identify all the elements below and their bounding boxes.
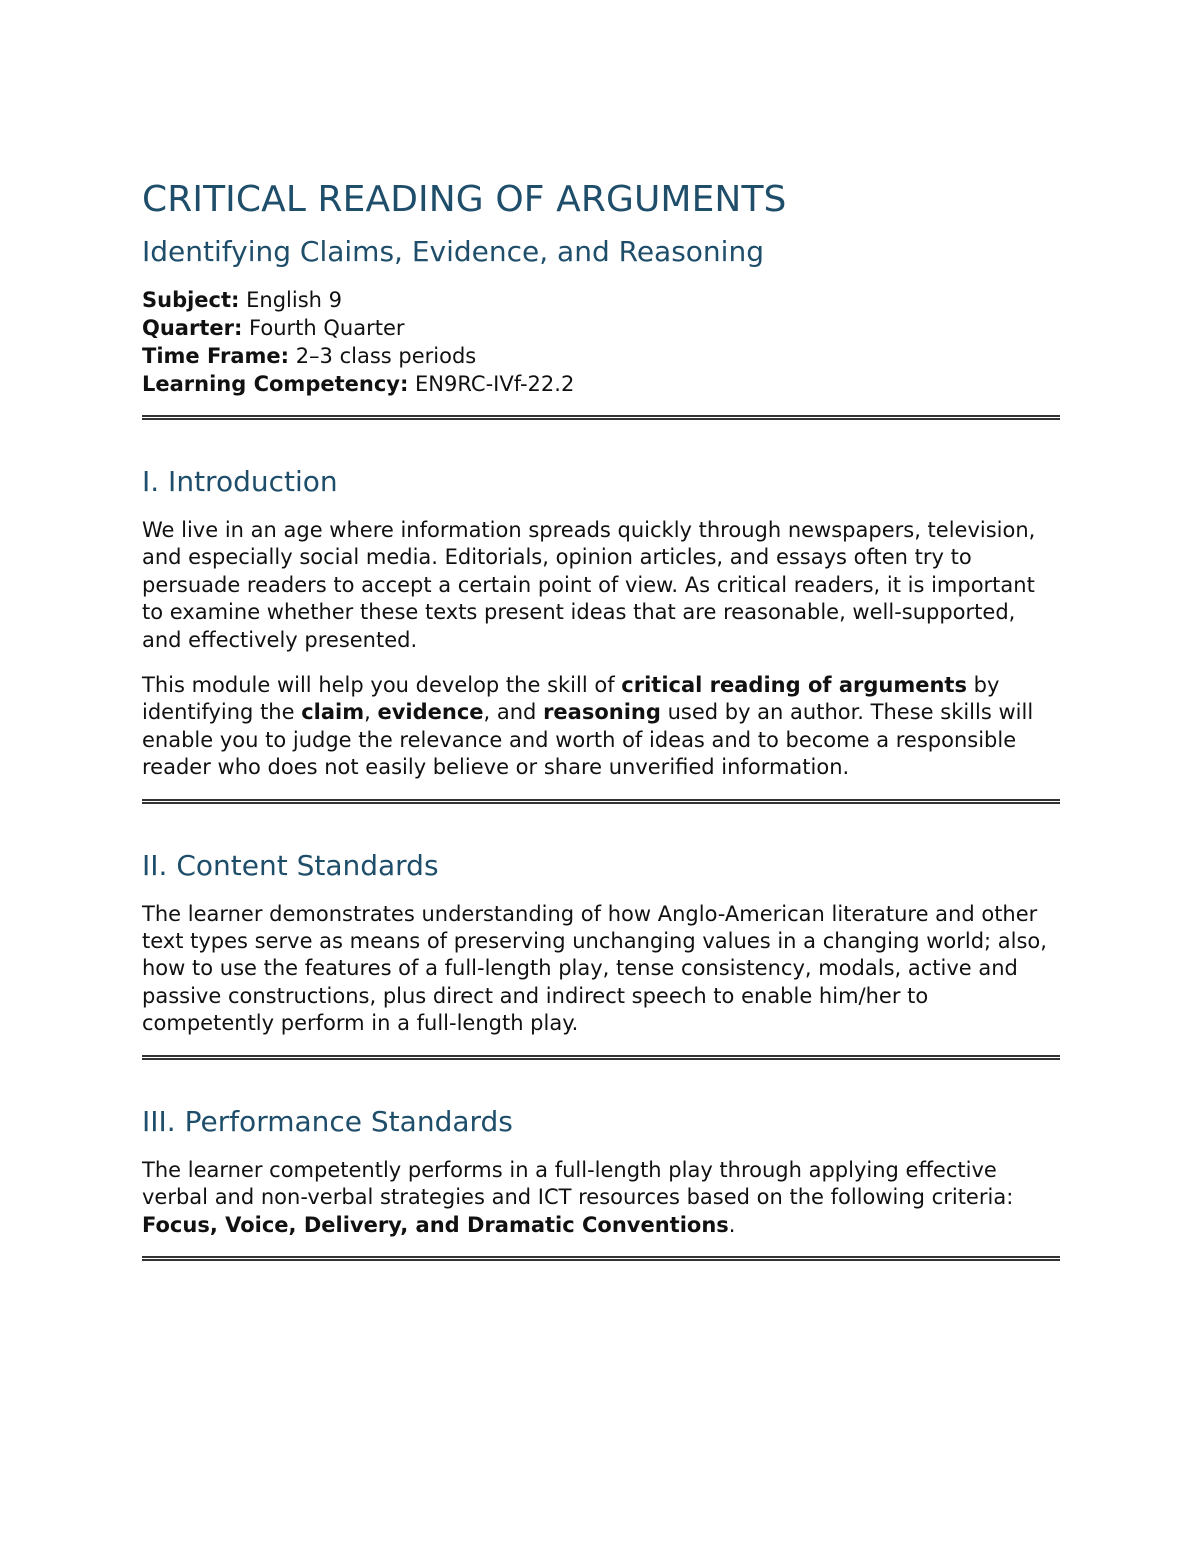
meta-value: EN9RC-IVf-22.2 <box>408 372 575 396</box>
meta-value: 2–3 class periods <box>289 344 477 368</box>
performance-standards-paragraph <box>142 1157 1060 1239</box>
text-run: used by an author. These skills will enable you to judge the relevance and worth of ideas and to become a responsible reader who does not easily believe or share unverified information. <box>142 700 1034 780</box>
meta-subject <box>142 286 1060 314</box>
section-divider <box>142 415 1060 420</box>
document-page <box>142 178 1060 1261</box>
bold-term: Focus, Voice, Delivery, and Dramatic Conventions <box>142 1212 729 1237</box>
section-divider <box>142 799 1060 804</box>
section-divider <box>142 1055 1060 1060</box>
bold-term: critical reading of arguments <box>621 673 967 698</box>
bold-term: reasoning <box>543 700 661 725</box>
bold-term: evidence <box>377 700 484 725</box>
content-standards-paragraph: The learner demonstrates understanding of how Anglo-American literature and other text types serve as means of preserving unchanging values in a changing world; also, how to use the features of a full-length play, tense consistency, modals, active and passive constructions, plus direct and indirect speech to enable him/her to competently perform in a full-length play. <box>142 901 1047 1036</box>
section-divider <box>142 1256 1060 1261</box>
text-run: . <box>728 1212 736 1237</box>
text-run: The learner competently performs in a full-length play through applying effective verbal and non-verbal strategies and ICT resources based on the following criteria: <box>142 1157 1014 1210</box>
meta-label: Subject: <box>142 288 240 312</box>
section-heading-introduction: I. Introduction <box>142 465 338 498</box>
meta-time-frame <box>142 342 1060 370</box>
meta-label: Learning Competency: <box>142 372 409 396</box>
section-heading-performance-standards: III. Performance Standards <box>142 1104 513 1138</box>
bold-term: claim <box>301 700 365 725</box>
text-run: , and <box>483 700 544 725</box>
text-run: This module will help you develop the skill of <box>142 673 622 698</box>
introduction-paragraph-2 <box>142 672 1060 782</box>
meta-quarter <box>142 314 1060 342</box>
meta-learning-competency <box>142 370 1060 398</box>
meta-label: Time Frame: <box>142 344 290 368</box>
document-title: CRITICAL READING OF ARGUMENTS <box>142 179 787 220</box>
text-run: by identifying the <box>142 673 1000 725</box>
meta-label: Quarter: <box>142 316 243 340</box>
text-run: , <box>364 700 378 725</box>
introduction-paragraph-1: We live in an age where information spreads quickly through newspapers, television, and especially social media. Editorials, opinion articles, and essays often try to persuade readers to accept a certain point of view. As critical readers, it is important to examine whether these texts present ideas that are reasonable, well-supported, and effectively presented. <box>142 518 1036 652</box>
section-heading-content-standards: II. Content Standards <box>142 848 439 882</box>
module-metadata <box>142 286 1060 398</box>
meta-value: English 9 <box>239 288 342 312</box>
meta-value: Fourth Quarter <box>242 316 405 340</box>
document-subtitle: Identifying Claims, Evidence, and Reasoning <box>142 235 764 268</box>
